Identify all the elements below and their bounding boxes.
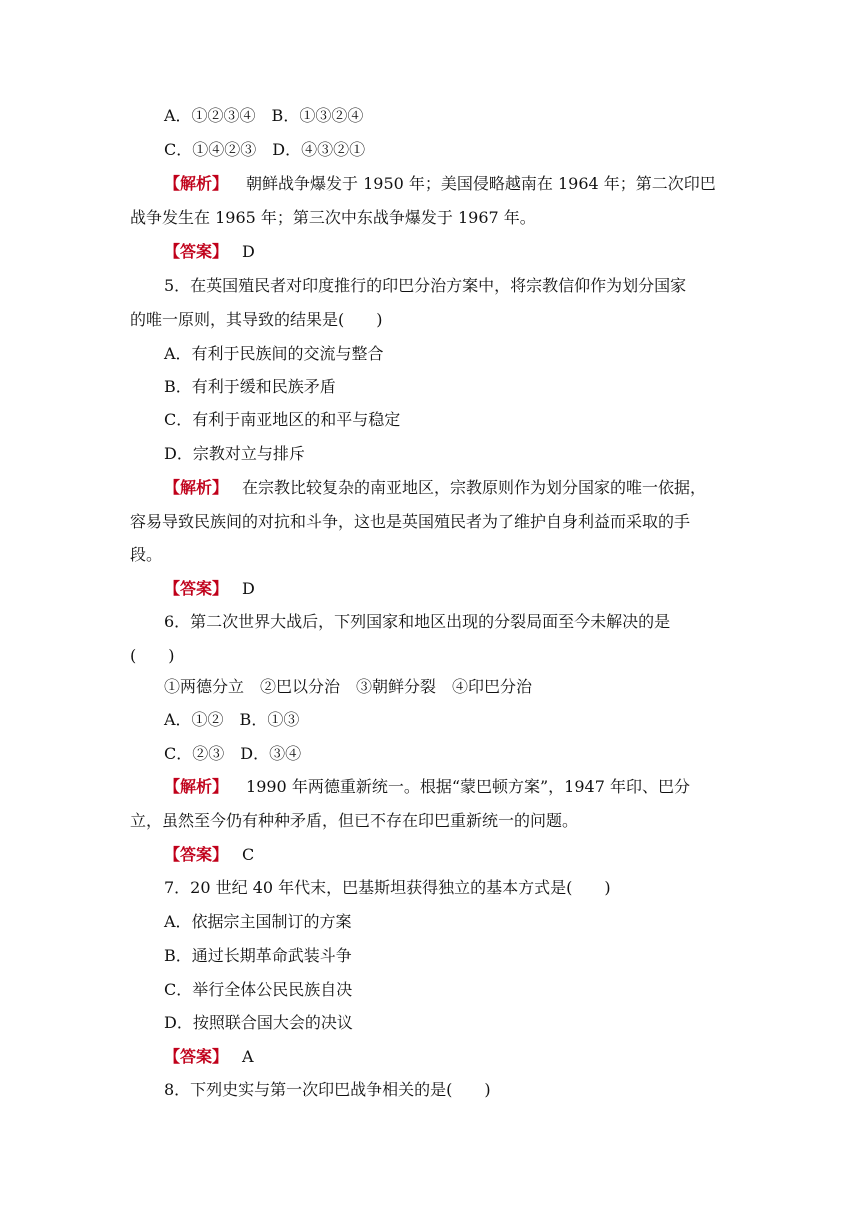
q7-option-b: B．通过长期革命武装斗争 [164, 946, 352, 965]
prev-analysis-line1 [164, 174, 716, 194]
q7-stem-line1: 7．20 世纪 40 年代末，巴基斯坦获得独立的基本方式是( ) [164, 878, 611, 897]
prev-answer [164, 242, 255, 262]
q6-options-row1: A．①② B．①③ [164, 710, 300, 729]
prev-options-row1: A．①②③④ B．①③②④ [164, 106, 364, 125]
q7-option-a: A．依据宗主国制订的方案 [164, 912, 352, 931]
analysis-text: 在宗教比较复杂的南亚地区，宗教原则作为划分国家的唯一依据， [242, 478, 707, 497]
q7-option-c: C．举行全体公民民族自决 [164, 980, 353, 999]
q6-analysis-line1 [164, 777, 690, 797]
answer-value: A [242, 1047, 254, 1066]
answer-tag: 【答案】 [164, 1047, 229, 1066]
q6-stem-line2: ( ) [130, 646, 175, 665]
analysis-tag: 【解析】 [164, 174, 229, 193]
prev-analysis-line2: 战争发生在 1965 年；第三次中东战争爆发于 1967 年。 [130, 208, 536, 227]
q5-option-b: B．有利于缓和民族矛盾 [164, 377, 336, 396]
analysis-text: 1990 年两德重新统一。根据“蒙巴顿方案”，1947 年印、巴分 [246, 777, 690, 796]
answer-tag: 【答案】 [164, 579, 229, 598]
q7-answer [164, 1047, 254, 1067]
q5-answer [164, 579, 255, 599]
q7-option-d: D．按照联合国大会的决议 [164, 1013, 353, 1032]
q5-option-d: D．宗教对立与排斥 [164, 444, 305, 463]
analysis-text: 朝鲜战争爆发于 1950 年；美国侵略越南在 1964 年；第二次印巴 [246, 174, 716, 193]
q5-option-c: C．有利于南亚地区的和平与稳定 [164, 410, 401, 429]
q5-option-a: A．有利于民族间的交流与整合 [164, 344, 384, 363]
answer-value: D [242, 242, 255, 261]
q5-analysis-line1 [164, 478, 706, 498]
answer-tag: 【答案】 [164, 845, 229, 864]
answer-value: D [242, 579, 255, 598]
analysis-tag: 【解析】 [164, 478, 229, 497]
q6-analysis-line2: 立，虽然至今仍有种种矛盾，但已不存在印巴重新统一的问题。 [130, 811, 579, 830]
analysis-tag: 【解析】 [164, 777, 229, 796]
q6-answer [164, 845, 254, 865]
answer-tag: 【答案】 [164, 242, 229, 261]
q5-analysis-line2: 容易导致民族间的对抗和斗争，这也是英国殖民者为了维护自身利益而采取的手 [130, 512, 691, 531]
prev-options-row2: C．①④②③ D．④③②① [164, 140, 366, 159]
q6-items: ①两德分立 ②巴以分治 ③朝鲜分裂 ④印巴分治 [164, 677, 533, 696]
q8-stem-line1: 8．下列史实与第一次印巴战争相关的是( ) [164, 1080, 491, 1099]
q5-stem-line2: 的唯一原则，其导致的结果是( ) [130, 310, 383, 329]
q6-stem-line1: 6．第二次世界大战后，下列国家和地区出现的分裂局面至今未解决的是 [164, 612, 671, 631]
answer-value: C [242, 845, 255, 864]
q5-analysis-line3: 段。 [130, 545, 163, 564]
q5-stem-line1: 5．在英国殖民者对印度推行的印巴分治方案中，将宗教信仰作为划分国家 [164, 276, 687, 295]
q6-options-row2: C．②③ D．③④ [164, 744, 302, 763]
